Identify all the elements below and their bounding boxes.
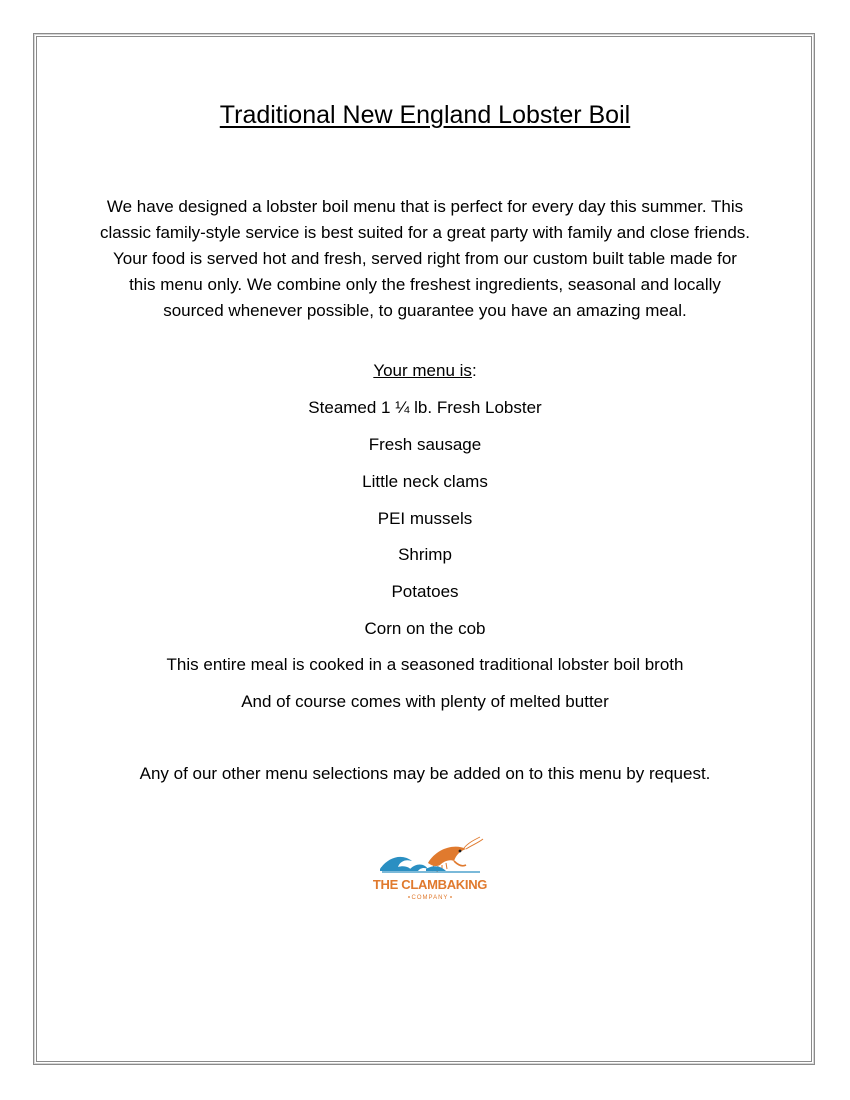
- intro-paragraph: We have designed a lobster boil menu that is perfect for every day this summer. This classic family-style service is best suited for a great party with family and close friends. Your food is served hot and fresh, served right from our custom built table made for this menu only. We combine only the freshest ingredients, seasonal and locally sourced whenever possible, to guarantee you have an amazing meal.: [99, 197, 751, 320]
- menu-item: Steamed 1 ¼ lb. Fresh Lobster: [308, 398, 542, 417]
- menu-heading-colon: :: [471, 361, 477, 380]
- menu-item: Little neck clams: [362, 472, 488, 491]
- document-title: Traditional New England Lobster Boil: [219, 101, 631, 129]
- clambaking-company-logo: [370, 835, 490, 905]
- logo-wordmark: THE CLAMBAKING: [372, 877, 488, 892]
- menu-item: Potatoes: [391, 582, 459, 601]
- menu-item: Shrimp: [398, 545, 452, 564]
- menu-item: Fresh sausage: [368, 435, 482, 454]
- menu-heading-label: Your menu is: [373, 361, 472, 380]
- menu-item: Corn on the cob: [364, 619, 486, 638]
- logo-subtitle: COMPANY: [411, 895, 449, 901]
- menu-item: This entire meal is cooked in a seasoned traditional lobster boil broth: [166, 655, 684, 674]
- menu-heading: [80, 361, 770, 381]
- menu-item: PEI mussels: [377, 509, 473, 528]
- menu-item: And of course comes with plenty of melted butter: [241, 692, 609, 711]
- wave-icon: [380, 857, 480, 872]
- closing-note: Any of our other menu selections may be added on to this menu by request.: [139, 764, 711, 783]
